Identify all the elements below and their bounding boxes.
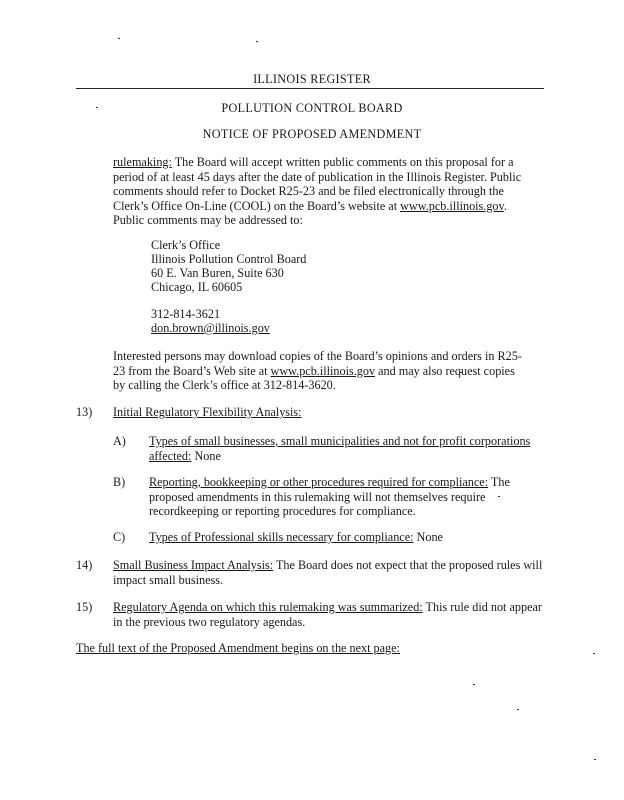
- item15-text: This rule did not appear in the previous two regulatory agendas.: [113, 600, 542, 629]
- address-line-street: 60 E. Van Buren, Suite 630: [151, 266, 284, 280]
- rulemaking-paragraph: [113, 155, 525, 228]
- rulemaking-website-link[interactable]: www.pcb.illinois.gov: [400, 198, 504, 213]
- item15-paragraph: [113, 600, 549, 629]
- item13b-text: The proposed amendments in this rulemaking will not themselves require recordkeeping or reporting procedures for compliance.: [149, 475, 510, 519]
- item14-paragraph: [113, 558, 545, 587]
- notice-title: NOTICE OF PROPOSED AMENDMENT: [202, 127, 422, 141]
- item13a-text: None: [191, 448, 221, 463]
- address-email-link[interactable]: don.brown@illinois.gov: [151, 321, 270, 335]
- item15-number: 15): [76, 600, 93, 614]
- item13c-label: C): [113, 530, 126, 544]
- rulemaking-label: rulemaking:: [113, 155, 172, 169]
- address-phone: 312-814-3621: [151, 307, 221, 321]
- item13a-label: A): [113, 434, 126, 448]
- item15-title: Regulatory Agenda on which this rulemaking was summarized:: [113, 600, 423, 614]
- item13b-title: Reporting, bookkeeping or other procedures required for compliance:: [149, 475, 489, 489]
- item13c-paragraph: [149, 530, 529, 545]
- register-title: ILLINOIS REGISTER: [253, 72, 371, 86]
- header-rule: [76, 88, 544, 89]
- rulemaking-text-b: . Public comments may be addressed to:: [113, 198, 507, 228]
- interested-website-link[interactable]: www.pcb.illinois.gov: [270, 363, 376, 378]
- item13c-title: Types of Professional skills necessary for compliance:: [149, 530, 414, 544]
- address-line-office: Clerk’s Office: [151, 238, 221, 252]
- item13c-text: None: [413, 530, 443, 544]
- interested-text-a: Interested persons may download copies of the Board’s opinions and orders in R25-23 from the Board’s Web site at: [113, 349, 522, 378]
- interested-paragraph: [113, 349, 523, 393]
- item14-number: 14): [76, 558, 93, 572]
- address-line-city: Chicago, IL 60605: [151, 280, 243, 294]
- board-title: POLLUTION CONTROL BOARD: [221, 101, 403, 115]
- item13b-paragraph: [149, 475, 521, 519]
- item14-text: The Board does not expect that the proposed rules will impact small business.: [113, 558, 543, 587]
- item13-title: Initial Regulatory Flexibility Analysis:: [113, 405, 302, 419]
- interested-text-b: and may also request copies by calling the Clerk’s office at 312-814-3620.: [113, 363, 515, 393]
- item13a-paragraph: [149, 434, 535, 463]
- item14-title: Small Business Impact Analysis:: [113, 558, 274, 572]
- full-text-notice: The full text of the Proposed Amendment begins on the next page:: [76, 641, 400, 655]
- item13a-title: Types of small businesses, small municipalities and not for profit corporations affected:: [149, 434, 531, 463]
- item13b-label: B): [113, 475, 126, 489]
- address-line-board: Illinois Pollution Control Board: [151, 252, 307, 266]
- rulemaking-text-a: The Board will accept written public comments on this proposal for a period of at least 45 days after the date of publication in the Illinois Register. Public comments should refer to Docket R25-23 and be filed electronically through the Clerk’s Office On-Line (COOL) on the Board’s website at: [113, 155, 522, 213]
- item13-number: 13): [76, 405, 93, 419]
